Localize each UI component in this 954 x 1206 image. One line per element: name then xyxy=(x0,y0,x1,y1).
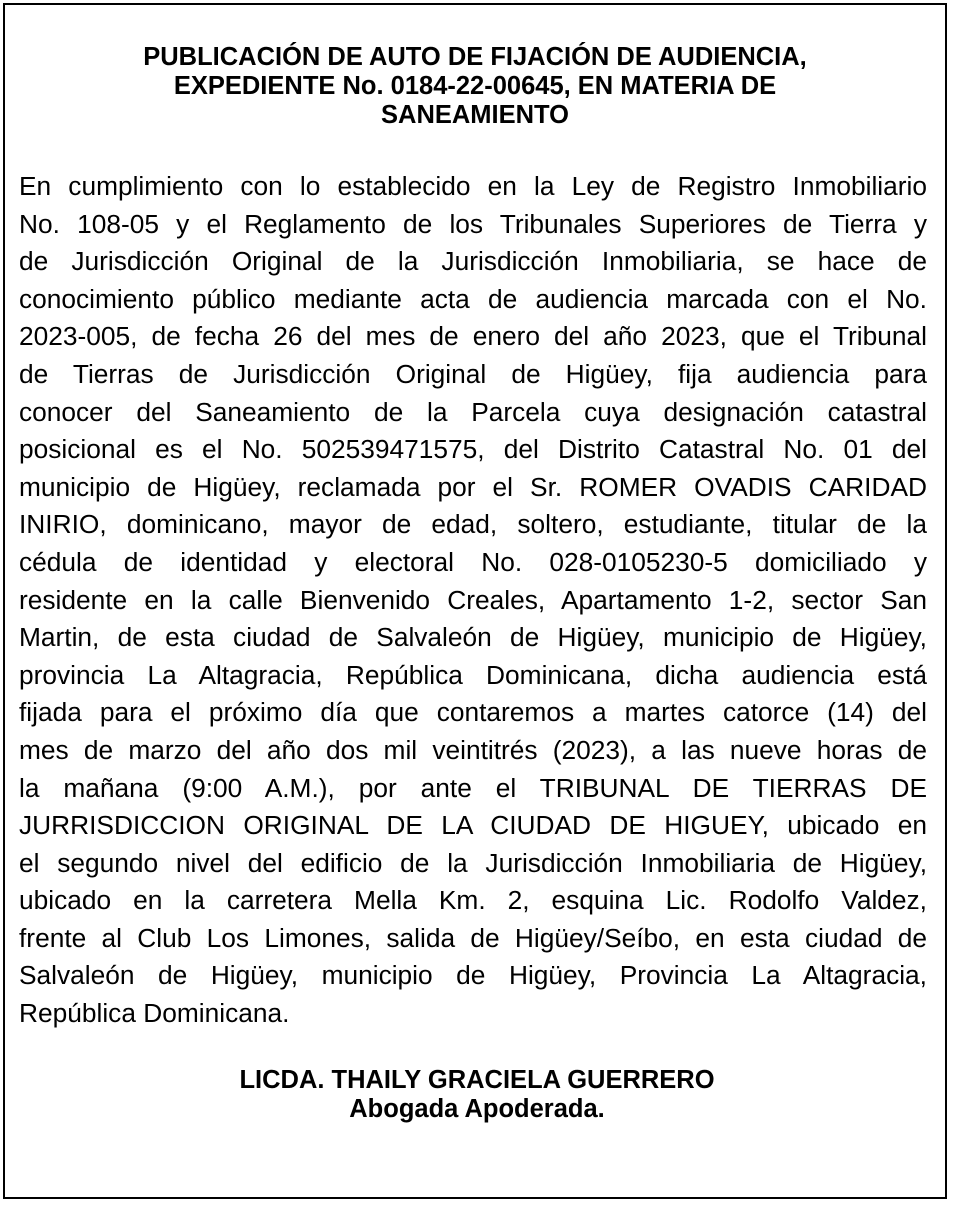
body-line: En cumplimiento con lo establecido en la Ley de Registro Inmobiliario xyxy=(19,171,927,201)
body-line: frente al Club Los Limones, salida de Higüey/Seíbo, en esta ciudad de xyxy=(19,922,927,953)
body-line: INIRIO, dominicano, mayor de edad, soltero, estudiante, titular de la xyxy=(19,509,927,540)
title-line: EXPEDIENTE No. 0184-22-00645, EN MATERIA DE xyxy=(173,72,777,100)
signature-block xyxy=(40,1066,914,1124)
body-line: 2023-005, de fecha 26 del mes de enero del año 2023, que el Tribunal xyxy=(19,321,927,352)
title-line: PUBLICACIÓN DE AUTO DE FIJACIÓN DE AUDIENCIA, xyxy=(143,43,807,71)
signature-role: Abogada Apoderada. xyxy=(349,1095,605,1123)
notice-title xyxy=(45,43,905,130)
body-line: JURRISDICCION ORIGINAL DE LA CIUDAD DE HIGUEY, ubicado en xyxy=(19,810,927,841)
body-line: mes de marzo del año dos mil veintitrés (2023), a las nueve horas de xyxy=(19,734,927,765)
body-line: posicional es el No. 502539471575, del Distrito Catastral No. 01 del xyxy=(19,434,927,465)
body-line: provincia La Altagracia, República Dominicana, dicha audiencia está xyxy=(19,659,927,690)
body-line: el segundo nivel del edificio de la Jurisdicción Inmobiliaria de Higüey, xyxy=(19,847,927,878)
body-line: ubicado en la carretera Mella Km. 2, esquina Lic. Rodolfo Valdez, xyxy=(19,885,927,916)
title-line: SANEAMIENTO xyxy=(381,101,569,129)
body-line: República Dominicana. xyxy=(19,998,290,1029)
body-line: No. 108-05 y el Reglamento de los Tribunales Superiores de Tierra y xyxy=(19,208,927,239)
body-line: conocimiento público mediante acta de audiencia marcada con el No. xyxy=(19,283,927,314)
body-line: la mañana (9:00 A.M.), por ante el TRIBUNAL DE TIERRAS DE xyxy=(19,772,927,803)
body-line: municipio de Higüey, reclamada por el Sr. ROMER OVADIS CARIDAD xyxy=(19,471,927,502)
body-line: Martin, de esta ciudad de Salvaleón de Higüey, municipio de Higüey, xyxy=(19,622,927,653)
signature-name: LICDA. THAILY GRACIELA GUERRERO xyxy=(239,1066,715,1094)
body-line: de Jurisdicción Original de la Jurisdicción Inmobiliaria, se hace de xyxy=(19,246,927,277)
body-line: de Tierras de Jurisdicción Original de Higüey, fija audiencia para xyxy=(19,358,927,389)
body-line: fijada para el próximo día que contaremos a martes catorce (14) del xyxy=(19,697,927,728)
body-line: residente en la calle Bienvenido Creales, Apartamento 1-2, sector San xyxy=(19,584,927,615)
body-line: conocer del Saneamiento de la Parcela cuya designación catastral xyxy=(19,396,927,427)
body-line: Salvaleón de Higüey, municipio de Higüey, Provincia La Altagracia, xyxy=(19,960,927,991)
body-line: cédula de identidad y electoral No. 028-0105230-5 domiciliado y xyxy=(19,546,927,577)
notice-body xyxy=(19,168,927,1033)
